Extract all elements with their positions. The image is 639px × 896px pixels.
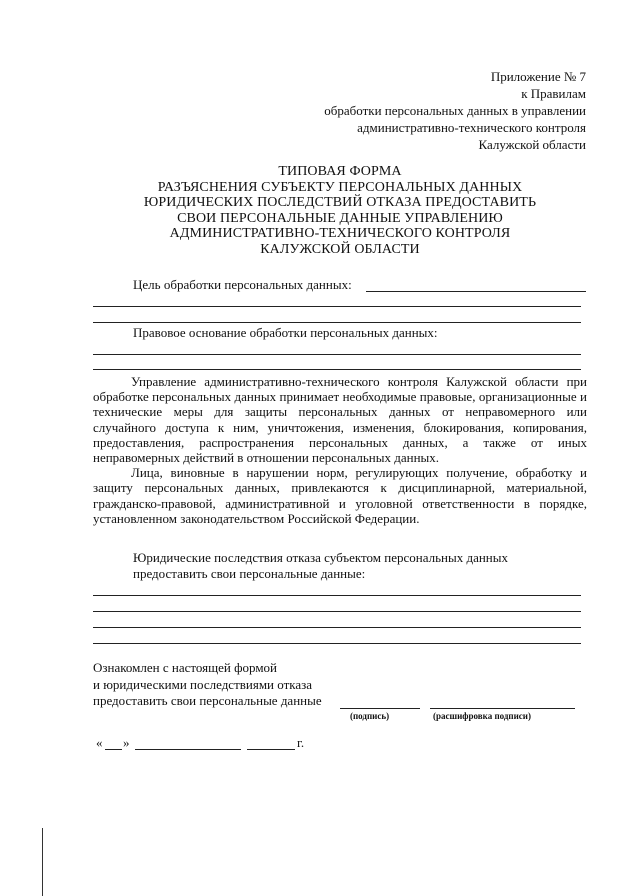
consequences-label-line2: предоставить свои персональные данные: [133, 566, 366, 581]
title-line: ЮРИДИЧЕСКИХ ПОСЛЕДСТВИЙ ОТКАЗА ПРЕДОСТАВИТЬ [143, 195, 537, 210]
appendix-rules: к Правилам [521, 86, 586, 101]
decoding-caption: (расшифровка подписи) [433, 711, 531, 721]
signature-caption: (подпись) [350, 711, 390, 721]
date-year-suffix: г. [297, 735, 305, 750]
date-month-line[interactable] [135, 749, 241, 750]
body-text [93, 374, 587, 526]
purpose-input-line-2[interactable] [93, 306, 581, 307]
consequences-input-line-4[interactable] [93, 643, 581, 644]
consequences-input-line[interactable] [93, 595, 581, 596]
legal-basis-input-line[interactable] [93, 354, 581, 355]
title-line: РАЗЪЯСНЕНИЯ СУБЪЕКТУ ПЕРСОНАЛЬНЫХ ДАННЫХ [157, 179, 523, 195]
ack-line3: предоставить свои персональные данные [93, 693, 322, 708]
purpose-label: Цель обработки персональных данных: [133, 277, 352, 292]
appendix-header [324, 68, 586, 153]
document-title [90, 164, 590, 257]
consequences-label-line1: Юридические последствия отказа субъектом персональных данных [133, 550, 508, 565]
date-year-line[interactable] [247, 749, 295, 750]
appendix-number: Приложение № 7 [490, 69, 586, 84]
consequences-input-line-3[interactable] [93, 627, 581, 628]
purpose-input-line[interactable] [366, 291, 586, 292]
title-line: АДМИНИСТРАТИВНО-ТЕХНИЧЕСКОГО КОНТРОЛЯ [169, 226, 511, 241]
paragraph-protection: Управление административно-технического контроля Калужской области при обработке персональных данных принимает необходимые правовые, организационные и технические меры для защиты персональных данных от неправомерного или случайного доступа к ним, уничтожения, изменения, блокирования, копирования, предоставления, распространения персональных данных, а также от иных неправомерных действий в отношении персональных данных. [93, 374, 587, 466]
paragraph-liability: Лица, виновные в нарушении норм, регулирующих получение, обработку и защиту персональных данных, привлекаются к дисциплинарной, материальной, гражданско-правовой, административной и уголовной ответственности в порядке, установленном законодательством Российской Федерации. [93, 465, 587, 526]
appendix-region: Калужской области [478, 137, 586, 152]
signature-decoding-line[interactable] [430, 708, 575, 709]
title-line: КАЛУЖСКОЙ ОБЛАСТИ [260, 241, 420, 257]
title-line: ТИПОВАЯ ФОРМА [278, 164, 402, 179]
consequences-input-line-2[interactable] [93, 611, 581, 612]
margin-line [42, 828, 43, 896]
title-line: СВОИ ПЕРСОНАЛЬНЫЕ ДАННЫЕ УПРАВЛЕНИЮ [177, 210, 503, 226]
purpose-input-line-3[interactable] [93, 322, 581, 323]
date-day-line[interactable] [105, 749, 122, 750]
ack-line1: Ознакомлен с настоящей формой [93, 660, 278, 675]
appendix-processing: обработки персональных данных в управлении [324, 103, 586, 118]
legal-basis-label: Правовое основание обработки персональных данных: [133, 325, 438, 340]
date-close-quote: » [123, 735, 130, 750]
signature-line[interactable] [340, 708, 420, 709]
ack-line2: и юридическими последствиями отказа [93, 677, 313, 692]
legal-basis-input-line-2[interactable] [93, 369, 581, 370]
date-open-quote: « [96, 735, 103, 750]
appendix-control: административно-технического контроля [357, 120, 586, 135]
